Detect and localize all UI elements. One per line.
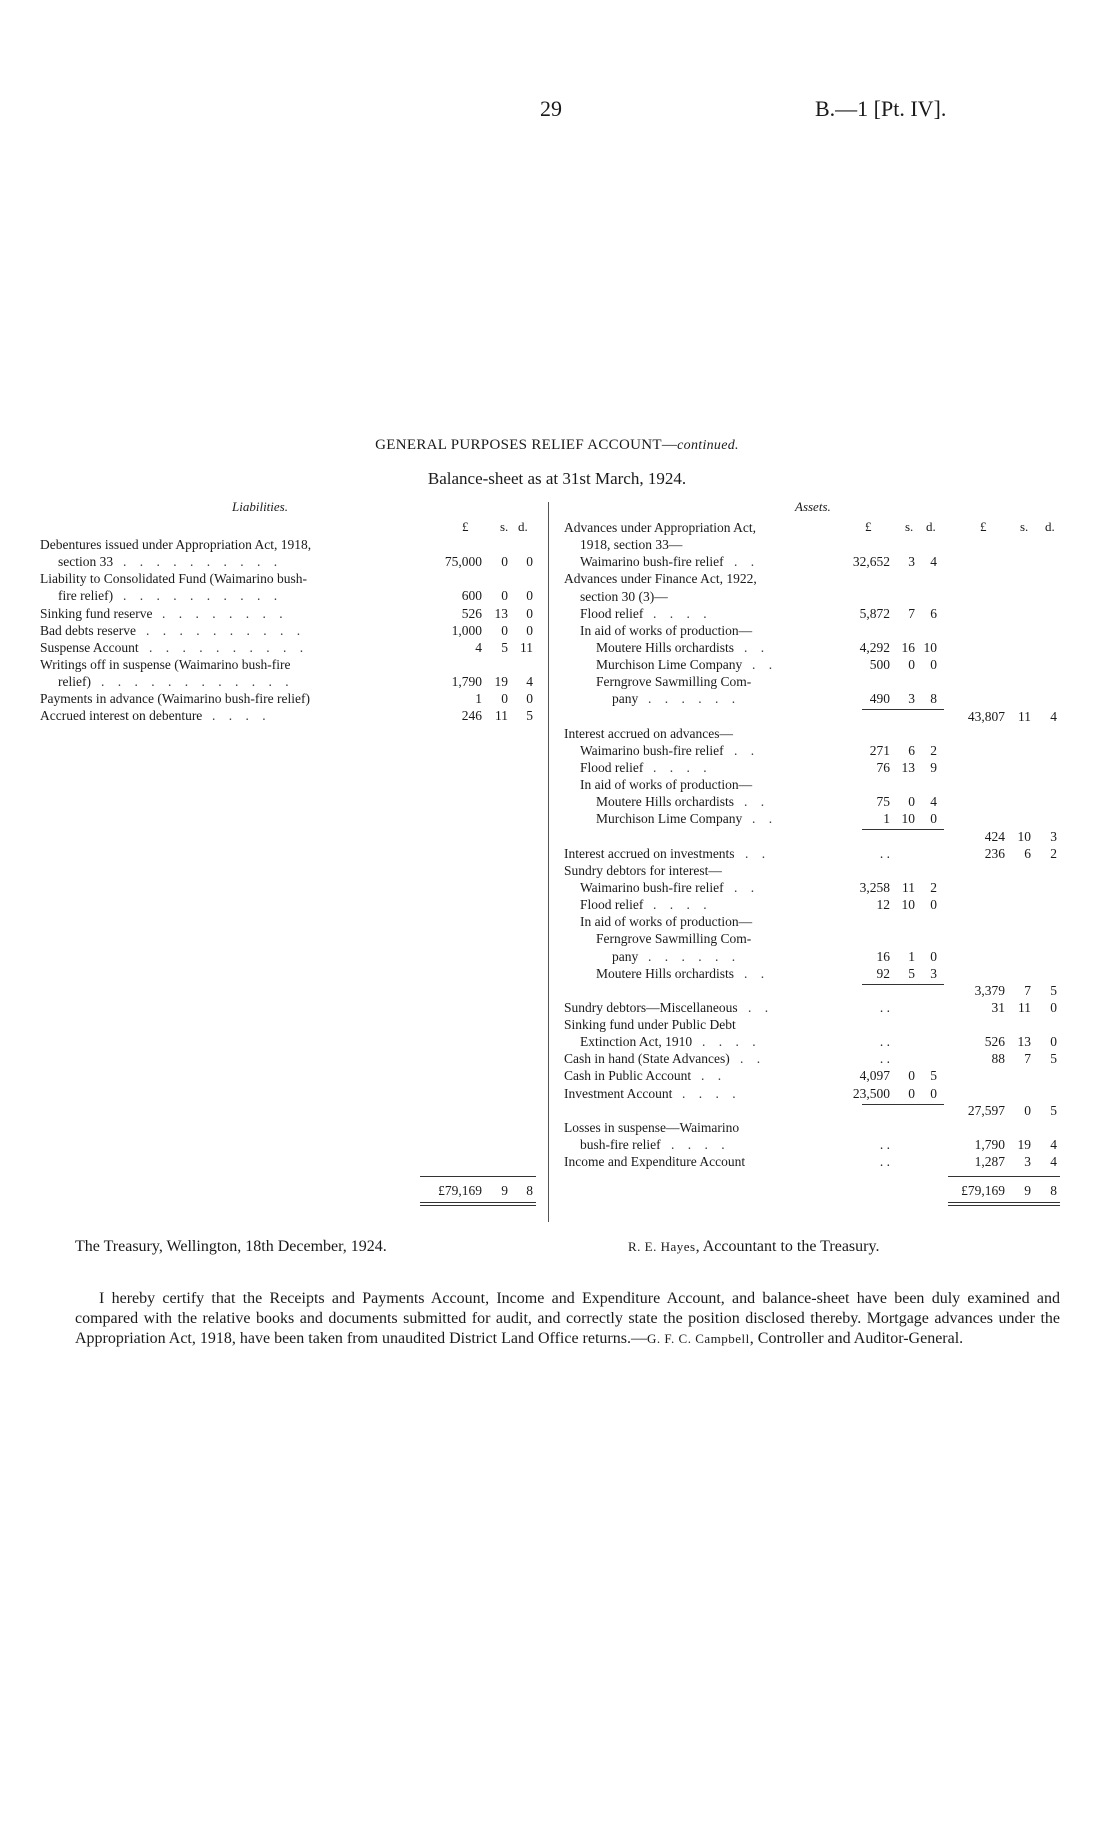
liability-total-shillings: 9 — [501, 1183, 508, 1198]
asset-subtotal-shillings: 16 — [901, 639, 915, 655]
asset-total-rule-bottom-1 — [948, 1202, 1060, 1203]
asset-subtotal-shillings: 3 — [908, 691, 915, 707]
asset-row — [0, 536, 1114, 553]
liability-shillings: 13 — [494, 605, 508, 621]
asset-total-pounds: 526 — [984, 1034, 1005, 1050]
assets-col2-pound: £ — [980, 519, 987, 534]
assets-col1-s: s. — [905, 519, 914, 534]
asset-subtotal-pounds: 92 — [876, 965, 890, 981]
asset-label: Income and Expenditure Account — [564, 1154, 746, 1170]
asset-subtotal-pence: 4 — [930, 794, 937, 810]
asset-total-shillings: 11 — [1018, 708, 1031, 724]
asset-subtotal-pounds: 16 — [876, 948, 890, 964]
leader-dots: . . . . — [212, 708, 271, 724]
liab-total-rule-top — [420, 1176, 536, 1177]
auditor-name: G. F. C. Campbell — [646, 1331, 750, 1346]
asset-label: Losses in suspense—Waimarino — [564, 1119, 740, 1135]
asset-row — [0, 845, 1114, 862]
asset-row — [0, 1102, 1114, 1119]
asset-row — [0, 639, 1114, 656]
asset-subtotal-pence: 0 — [930, 897, 937, 913]
asset-row — [0, 1050, 1114, 1067]
liab-total-rule-bottom-1 — [420, 1202, 536, 1203]
asset-row — [0, 622, 1114, 639]
leader-dots: . . . . . . . . . . — [123, 554, 283, 570]
assets-col2-d: d. — [1045, 519, 1055, 534]
asset-label: Interest accrued on investments — [564, 845, 735, 861]
asset-label: Advances under Appropriation Act, — [564, 520, 756, 535]
asset-total-pence: 0 — [1050, 1034, 1057, 1050]
assets-col2-s: s. — [1020, 519, 1029, 534]
liabilities-heading: Liabilities. — [232, 499, 288, 514]
liab-total-rule-bottom-2 — [420, 1205, 536, 1206]
asset-subtotal-pounds: . . — [879, 1034, 890, 1050]
asset-row — [0, 570, 1114, 587]
treasury-place-date: The Treasury, Wellington, 18th December, 1924. — [75, 1238, 387, 1255]
asset-subtotal-shillings: 0 — [908, 657, 915, 673]
asset-subtotal-pounds: 23,500 — [852, 1085, 890, 1101]
asset-row — [0, 759, 1114, 776]
asset-subtotal-pounds: . . — [879, 999, 890, 1015]
liability-shillings: 5 — [501, 639, 508, 655]
asset-row — [0, 519, 1114, 536]
asset-row — [0, 588, 1114, 605]
asset-total-pounds: 236 — [984, 845, 1005, 861]
asset-total-pounds: 1,790 — [974, 1137, 1005, 1153]
leader-dots: . . — [734, 742, 760, 758]
asset-subtotal-pence: 0 — [930, 1085, 937, 1101]
liability-pence: 4 — [526, 673, 533, 689]
asset-row — [0, 982, 1114, 999]
asset-subtotal-pence: 0 — [930, 811, 937, 827]
asset-row — [0, 896, 1114, 913]
leader-dots: . . — [744, 794, 770, 810]
asset-label: Sundry debtors—Miscellaneous — [564, 999, 738, 1015]
leader-dots: . . — [734, 879, 760, 895]
asset-row — [0, 1016, 1114, 1033]
asset-subtotal-pounds: 32,652 — [852, 554, 890, 570]
asset-total-rule-top — [948, 1176, 1060, 1177]
asset-subtotal-shillings: 1 — [908, 948, 915, 964]
asset-subtotal-pounds: . . — [879, 1051, 890, 1067]
asset-subtotal-shillings: 0 — [908, 794, 915, 810]
asset-subtotal-pence: 0 — [930, 948, 937, 964]
asset-total-pounds: 27,597 — [967, 1102, 1005, 1118]
asset-row — [0, 673, 1114, 690]
liability-label: Sinking fund reserve — [40, 605, 153, 621]
leader-dots: . . . . — [671, 1137, 730, 1153]
asset-subtotal-pounds: 5,872 — [859, 605, 890, 621]
asset-subtotal-shillings: 0 — [908, 1068, 915, 1084]
asset-label: In aid of works of production— — [580, 622, 753, 638]
leader-dots: . . — [748, 999, 774, 1015]
audit-certificate — [75, 1289, 1060, 1349]
asset-total-pounds: 31 — [991, 999, 1005, 1015]
liability-pounds: 246 — [461, 708, 482, 724]
asset-row — [0, 793, 1114, 810]
signatory-name: R. E. Hayes — [628, 1239, 696, 1254]
asset-subtotal-pence: 2 — [930, 879, 937, 895]
asset-label: bush-fire relief — [580, 1137, 661, 1153]
asset-subtotal-shillings: 0 — [908, 1085, 915, 1101]
liability-pence: 0 — [526, 588, 533, 604]
asset-row — [0, 862, 1114, 879]
asset-subtotal-shillings: 11 — [902, 879, 915, 895]
asset-label: Cash in Public Account — [564, 1068, 692, 1084]
asset-grand-total-pence: 8 — [1050, 1183, 1057, 1198]
asset-total-pence: 0 — [1050, 999, 1057, 1015]
asset-row — [0, 725, 1114, 742]
asset-row — [0, 1136, 1114, 1153]
leader-dots: . . . . — [653, 605, 712, 621]
asset-total-pence: 3 — [1050, 828, 1057, 844]
certificate-text: I hereby certify that the Receipts and Payments Account, Income and Expenditure Account, and balance-sheet have been duly examined and compared with the relative books and documents submitted for audit, and correctly state the position disclosed thereby. Mortgage advances under the Appropriation Act, 1918, have been taken from unaudited District Land Office returns.— — [75, 1290, 1060, 1347]
asset-label: Ferngrove Sawmilling Com- — [596, 674, 752, 690]
asset-label: Murchison Lime Company — [596, 811, 743, 827]
leader-dots: . . — [744, 965, 770, 981]
asset-subtotal-pounds: 75 — [876, 794, 890, 810]
liab-col-pound: £ — [462, 519, 469, 534]
asset-subtotal-pence: 6 — [930, 605, 937, 621]
leader-dots: . . — [734, 554, 760, 570]
asset-total-pence: 4 — [1050, 1154, 1057, 1170]
asset-subtotal-pence: 2 — [930, 742, 937, 758]
liability-label: Bad debts reserve — [40, 622, 136, 638]
asset-subtotal-pounds: . . — [879, 845, 890, 861]
asset-total-shillings: 11 — [1018, 999, 1031, 1015]
asset-row — [0, 810, 1114, 827]
asset-total-pounds: 424 — [984, 828, 1005, 844]
leader-dots: . . . . . . — [648, 948, 741, 964]
leader-dots: . . — [752, 811, 778, 827]
liability-pounds: 1,000 — [451, 622, 482, 638]
asset-total-rule-bottom-2 — [948, 1205, 1060, 1206]
liability-pence: 5 — [526, 708, 533, 724]
asset-total-shillings: 0 — [1024, 1102, 1031, 1118]
asset-label: Advances under Finance Act, 1922, — [564, 571, 757, 587]
liability-pounds: 75,000 — [444, 554, 482, 570]
asset-label: In aid of works of production— — [580, 777, 753, 793]
liability-label: Accrued interest on debenture — [40, 708, 203, 724]
leader-dots: . . — [740, 1051, 766, 1067]
account-title-continued: continued. — [677, 438, 739, 453]
assets-col1-pound: £ — [865, 519, 872, 534]
asset-label: Waimarino bush-fire relief — [580, 879, 724, 895]
asset-total-shillings: 3 — [1024, 1154, 1031, 1170]
asset-total-pence: 4 — [1050, 1137, 1057, 1153]
asset-row — [0, 1067, 1114, 1084]
asset-subtotal-pence: 9 — [930, 759, 937, 775]
asset-grand-total-shillings: 9 — [1024, 1183, 1031, 1198]
asset-label: Flood relief — [580, 605, 644, 621]
asset-total-row — [0, 1182, 1114, 1199]
asset-subtotal-pounds: 271 — [869, 742, 890, 758]
liability-pounds: 1 — [475, 691, 482, 706]
asset-label: Sundry debtors for interest— — [564, 862, 722, 878]
asset-total-pence: 4 — [1050, 708, 1057, 724]
liability-shillings: 0 — [501, 622, 508, 638]
liability-total-pounds: £79,169 — [438, 1183, 482, 1198]
asset-subtotal-shillings: 13 — [901, 759, 915, 775]
asset-row — [0, 656, 1114, 673]
balance-sheet-subtitle: Balance-sheet as at 31st March, 1924. — [427, 469, 687, 488]
asset-total-pounds: 43,807 — [967, 708, 1005, 724]
liability-pence: 0 — [526, 622, 533, 638]
liability-label: Debentures issued under Appropriation Act, 1918, — [40, 537, 312, 553]
liability-shillings: 0 — [501, 554, 508, 570]
account-title — [0, 437, 1114, 454]
liability-pence: 0 — [526, 691, 533, 706]
asset-subtotal-pounds: 4,292 — [859, 639, 890, 655]
asset-row — [0, 965, 1114, 982]
assets-heading: Assets. — [795, 499, 831, 514]
asset-subtotal-pounds: 3,258 — [859, 879, 890, 895]
asset-label: Moutere Hills orchardists — [596, 965, 734, 981]
liability-pounds: 1,790 — [451, 673, 482, 689]
asset-row — [0, 708, 1114, 725]
asset-total-shillings: 7 — [1024, 982, 1031, 998]
asset-subtotal-pounds: 12 — [876, 897, 890, 913]
asset-total-pounds: 88 — [991, 1051, 1005, 1067]
asset-row — [0, 828, 1114, 845]
asset-row — [0, 742, 1114, 759]
asset-total-pence: 5 — [1050, 982, 1057, 998]
asset-subtotal-pounds: 490 — [869, 691, 890, 707]
asset-label: Flood relief — [580, 897, 644, 913]
asset-row — [0, 913, 1114, 930]
asset-row — [0, 879, 1114, 896]
leader-dots: . . . . — [653, 897, 712, 913]
asset-subtotal-pence: 8 — [930, 691, 937, 707]
asset-label: Waimarino bush-fire relief — [580, 554, 724, 570]
asset-subtotal-pence: 3 — [930, 965, 937, 981]
liability-label: Writings off in suspense (Waimarino bush-fire — [40, 656, 291, 672]
asset-total-shillings: 13 — [1017, 1034, 1031, 1050]
leader-dots: . . . . — [653, 759, 712, 775]
asset-row — [0, 1153, 1114, 1170]
asset-total-shillings: 6 — [1024, 845, 1031, 861]
liability-label: fire relief) — [58, 588, 114, 604]
leader-dots: . . . . — [702, 1034, 761, 1050]
asset-row — [0, 776, 1114, 793]
asset-total-shillings: 19 — [1017, 1137, 1031, 1153]
liability-shillings: 19 — [494, 673, 508, 689]
asset-subtotal-shillings: 6 — [908, 742, 915, 758]
asset-label: Waimarino bush-fire relief — [580, 742, 724, 758]
asset-subtotal-pounds: 76 — [876, 759, 890, 775]
asset-total-pence: 2 — [1050, 845, 1057, 861]
asset-subtotal-pence: 4 — [930, 554, 937, 570]
asset-subtotal-pounds: . . — [879, 1137, 890, 1153]
asset-label: Moutere Hills orchardists — [596, 639, 734, 655]
liability-label: section 33 — [58, 554, 114, 570]
liability-pence: 0 — [526, 605, 533, 621]
asset-total-shillings: 10 — [1017, 828, 1031, 844]
asset-total-pence: 5 — [1050, 1102, 1057, 1118]
asset-subtotal-shillings: 10 — [901, 811, 915, 827]
liab-col-d: d. — [518, 519, 528, 534]
leader-dots: . . — [701, 1068, 727, 1084]
asset-label: Cash in hand (State Advances) — [564, 1051, 730, 1067]
leader-dots: . . . . . . . . — [162, 605, 288, 621]
asset-total-pounds: 3,379 — [974, 982, 1005, 998]
account-title-main: GENERAL PURPOSES RELIEF ACCOUNT— — [375, 437, 678, 453]
asset-row — [0, 999, 1114, 1016]
leader-dots: . . . . . . — [648, 691, 741, 707]
asset-subtotal-pence: 5 — [930, 1068, 937, 1084]
leader-dots: . . . . . . . . . . — [146, 622, 306, 638]
liability-label: Suspense Account — [40, 639, 139, 655]
asset-subtotal-shillings: 5 — [908, 965, 915, 981]
liability-pounds: 4 — [475, 639, 482, 655]
asset-label: pany — [612, 948, 639, 964]
asset-label: Murchison Lime Company — [596, 657, 743, 673]
asset-row — [0, 690, 1114, 707]
asset-total-pounds: 1,287 — [974, 1154, 1005, 1170]
asset-subtotal-pounds: 500 — [869, 657, 890, 673]
liability-pence: 11 — [520, 639, 533, 655]
signatory-title: , Accountant to the Treasury. — [695, 1238, 880, 1255]
liability-shillings: 11 — [495, 708, 508, 724]
page-number: 29 — [540, 96, 562, 121]
asset-subtotal-pounds: 4,097 — [859, 1068, 890, 1084]
liability-pence: 0 — [526, 554, 533, 570]
asset-label: Sinking fund under Public Debt — [564, 1017, 736, 1033]
liability-label: Liability to Consolidated Fund (Waimarino bush- — [40, 571, 308, 587]
asset-label: Investment Account — [564, 1085, 673, 1101]
asset-label: section 30 (3)— — [580, 588, 668, 604]
liability-pounds: 526 — [461, 605, 482, 621]
certificate-closing: , Controller and Auditor-General. — [749, 1330, 964, 1347]
asset-subtotal-shillings: 10 — [901, 897, 915, 913]
asset-row — [0, 553, 1114, 570]
asset-label: In aid of works of production— — [580, 914, 753, 930]
leader-dots: . . — [744, 639, 770, 655]
asset-subtotal-pounds: . . — [879, 1154, 890, 1170]
asset-row — [0, 1085, 1114, 1102]
asset-row — [0, 930, 1114, 947]
liability-label: Payments in advance (Waimarino bush-fire relief) — [40, 691, 310, 706]
asset-row — [0, 1119, 1114, 1136]
leader-dots: . . — [752, 657, 778, 673]
asset-label: Moutere Hills orchardists — [596, 794, 734, 810]
liab-col-s: s. — [500, 519, 509, 534]
asset-label: Extinction Act, 1910 — [580, 1034, 693, 1050]
asset-total-shillings: 7 — [1024, 1051, 1031, 1067]
asset-row — [0, 948, 1114, 965]
asset-total-pence: 5 — [1050, 1051, 1057, 1067]
leader-dots: . . . . . . . . . . . . — [101, 673, 294, 689]
leader-dots: . . . . — [682, 1085, 741, 1101]
document-reference: B.—1 [Pt. IV]. — [815, 96, 947, 121]
liability-total-pence: 8 — [526, 1183, 533, 1198]
asset-grand-total-pounds: £79,169 — [961, 1183, 1005, 1198]
assets-col1-d: d. — [926, 519, 936, 534]
asset-label: 1918, section 33— — [580, 537, 683, 553]
asset-label: Flood relief — [580, 759, 644, 775]
asset-subtotal-shillings: 3 — [908, 554, 915, 570]
asset-label: Ferngrove Sawmilling Com- — [596, 931, 752, 947]
asset-row — [0, 1033, 1114, 1050]
liability-shillings: 0 — [501, 588, 508, 604]
asset-subtotal-pence: 10 — [923, 639, 937, 655]
liability-pounds: 600 — [461, 588, 482, 604]
asset-subtotal-pounds: 1 — [883, 811, 890, 827]
asset-row — [0, 605, 1114, 622]
asset-subtotal-pence: 0 — [930, 657, 937, 673]
leader-dots: . . . . . . . . . . — [123, 588, 283, 604]
treasury-signature — [628, 1238, 879, 1256]
asset-label: Interest accrued on advances— — [564, 725, 734, 741]
asset-subtotal-shillings: 7 — [908, 605, 915, 621]
liability-shillings: 0 — [501, 691, 508, 706]
leader-dots: . . . . . . . . . . — [149, 639, 309, 655]
leader-dots: . . — [745, 845, 771, 861]
asset-label: pany — [612, 691, 639, 707]
liability-label: relief) — [58, 673, 91, 689]
